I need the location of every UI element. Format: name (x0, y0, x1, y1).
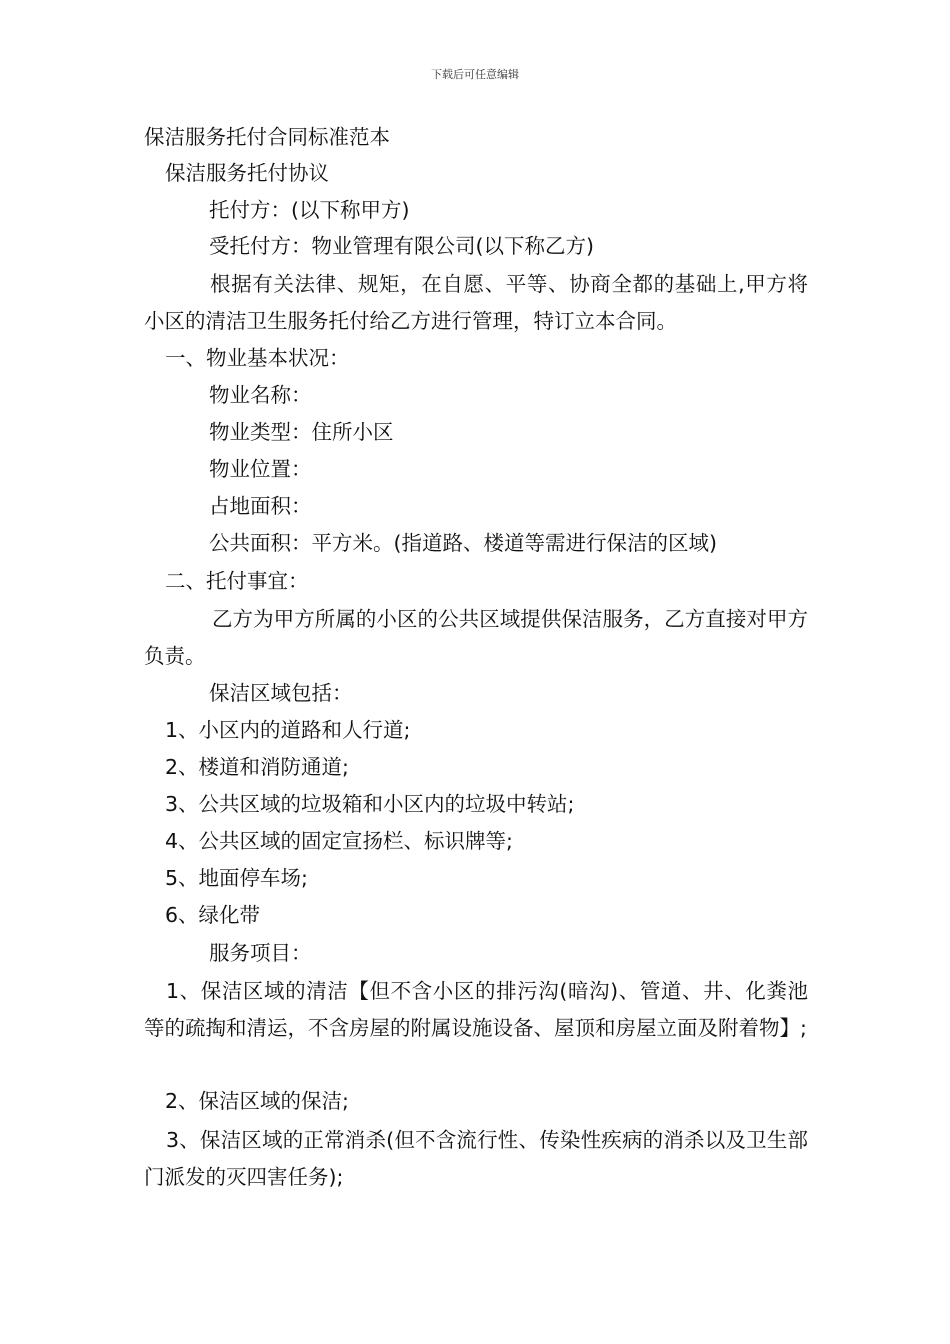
scope-item-5: 5、地面停车场; (165, 866, 308, 890)
service-item-1: 1、保洁区域的清洁【但不含小区的排污沟(暗沟)、管道、井、化粪池等的疏掏和清运，不含房屋的附属设施设备、屋顶和房屋立面及附着物】; (144, 979, 808, 1040)
land-area-line: 占地面积： (209, 494, 312, 518)
document-subtitle: 保洁服务托付协议 (165, 161, 329, 185)
scope-item-4: 4、公共区域的固定宣扬栏、标识牌等; (165, 829, 513, 853)
scope-heading: 保洁区域包括： (209, 681, 353, 705)
scope-item-2: 2、楼道和消防通道; (165, 755, 349, 779)
document-title: 保洁服务托付合同标准范本 (144, 125, 390, 149)
property-name-line: 物业名称： (209, 383, 312, 407)
section1-heading: 一、物业基本状况： (165, 346, 350, 370)
public-area-line: 公共面积：平方米。(指道路、楼道等需进行保洁的区域) (209, 531, 717, 555)
scope-item-3: 3、公共区域的垃圾箱和小区内的垃圾中转站; (165, 792, 575, 816)
section2-heading: 二、托付事宜： (165, 569, 309, 593)
property-location-line: 物业位置： (209, 457, 312, 481)
page-header: 下载后可任意编辑 (431, 68, 519, 81)
party-b-line: 受托付方：物业管理有限公司(以下称乙方) (209, 234, 594, 258)
scope-item-1: 1、小区内的道路和人行道; (165, 718, 411, 742)
party-a-line: 托付方：(以下称甲方) (209, 198, 410, 222)
service-heading: 服务项目： (209, 941, 312, 965)
section2-description: 乙方为甲方所属的小区的公共区域提供保洁服务，乙方直接对甲方负责。 (144, 607, 808, 668)
service-item-2: 2、保洁区域的保洁; (165, 1089, 349, 1113)
service-item-3: 3、保洁区域的正常消杀(但不含流行性、传染性疾病的消杀以及卫生部门派发的灭四害任务); (144, 1128, 808, 1189)
property-type-line: 物业类型：住所小区 (209, 420, 394, 444)
intro-paragraph: 根据有关法律、规矩，在自愿、平等、协商全都的基础上,甲方将小区的清洁卫生服务托付给乙方进行管理，特订立本合同。 (144, 272, 808, 333)
scope-item-6: 6、绿化带 (165, 903, 261, 927)
